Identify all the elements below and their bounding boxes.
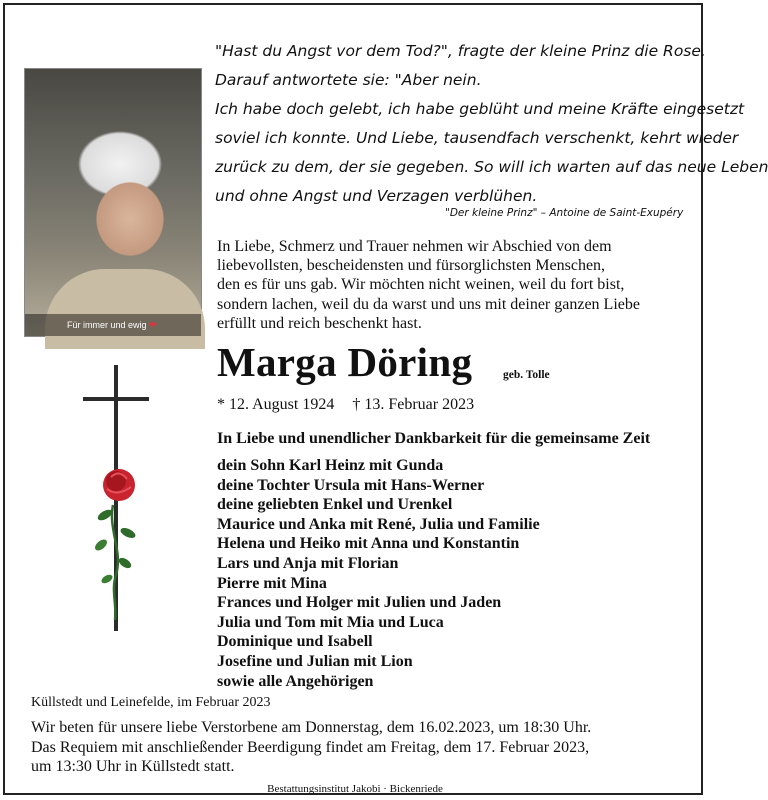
- quote-line: "Hast du Angst vor dem Tod?", fragte der kleine Prinz die Rose.: [215, 42, 706, 60]
- deceased-name: Marga Döring: [217, 339, 473, 385]
- quote-line: und ohne Angst und Verzagen verblühen.: [215, 187, 538, 205]
- maiden-name: geb. Tolle: [503, 369, 550, 381]
- rose-leaf: [93, 537, 109, 552]
- quote-block: [215, 37, 768, 211]
- mourner-line: Josefine und Julian mit Lion: [217, 652, 413, 670]
- portrait-clothing: [45, 269, 205, 349]
- intro-line: sondern lachen, weil du da warst und uns mit deiner ganzen Liebe: [217, 295, 640, 313]
- intro-line: In Liebe, Schmerz und Trauer nehmen wir Abschied von dem: [217, 238, 612, 255]
- obituary-notice: [3, 3, 768, 795]
- mourner-line: Lars und Anja mit Florian: [217, 554, 399, 572]
- mourner-line: Maurice und Anka mit René, Julia und Familie: [217, 515, 540, 533]
- mourner-line: Julia und Tom mit Mia und Luca: [217, 613, 444, 631]
- mourner-line: sowie alle Angehörigen: [217, 672, 374, 690]
- funeral-home-credit: Bestattungsinstitut Jakobi · Bickenriede: [267, 783, 443, 795]
- mourner-line: Frances und Holger mit Julien und Jaden: [217, 594, 502, 612]
- intro-line: erfüllt und reich beschenkt hast.: [217, 314, 422, 332]
- mourner-line: Pierre mit Mina: [217, 574, 327, 592]
- cross-with-rose-icon: [83, 365, 151, 631]
- thanks-line: In Liebe und unendlicher Dankbarkeit für die gemeinsame Zeit: [217, 430, 651, 447]
- quote-line: soviel ich konnte. Und Liebe, tausendfach verschenkt, kehrt wieder: [215, 129, 739, 147]
- quote-line: Darauf antwortete sie: "Aber nein.: [215, 71, 482, 89]
- death-date: † 13. Februar 2023: [352, 396, 475, 413]
- service-line: Das Requiem mit anschließender Beerdigung findet am Freitag, dem 17. Februar 2023,: [31, 738, 590, 756]
- cross-beam-horizontal: [83, 397, 149, 401]
- life-dates: [217, 396, 474, 414]
- mourner-line: Helena und Heiko mit Anna und Konstantin: [217, 535, 520, 553]
- intro-line: liebevollsten, bescheidensten und fürsorglichsten Menschen,: [217, 257, 606, 275]
- intro-line: den es für uns gab. Wir möchten nicht weinen, weil du fort bist,: [217, 276, 625, 294]
- intro-text: [217, 237, 697, 333]
- birth-date: * 12. August 1924: [217, 396, 335, 413]
- photo-caption-text: Für immer und ewig: [67, 320, 147, 330]
- rose-leaf: [117, 556, 133, 571]
- rose-leaf: [100, 573, 114, 585]
- mourner-line: dein Sohn Karl Heinz mit Gunda: [217, 457, 444, 474]
- mourner-line: Dominique und Isabell: [217, 633, 373, 651]
- quote-source: "Der kleine Prinz" – Antoine de Saint-Exupéry: [445, 207, 684, 219]
- service-line: um 13:30 Uhr in Küllstedt statt.: [31, 758, 235, 775]
- mourners-list: [217, 456, 540, 691]
- portrait-photo: [24, 68, 202, 337]
- rose-leaf: [119, 526, 137, 540]
- mourner-line: deine Tochter Ursula mit Hans-Werner: [217, 476, 485, 494]
- service-info: [31, 718, 591, 777]
- quote-line: zurück zu dem, der sie gegeben. So will ich warten auf das neue Leben: [215, 158, 768, 176]
- service-line: Wir beten für unsere liebe Verstorbene am Donnerstag, dem 16.02.2023, um 18:30 Uhr.: [31, 719, 592, 736]
- photo-caption: [25, 314, 201, 336]
- place-and-date: Küllstedt und Leinefelde, im Februar 2023: [31, 695, 271, 710]
- heart-icon: ❤: [149, 320, 157, 330]
- mourner-line: deine geliebten Enkel und Urenkel: [217, 496, 453, 514]
- quote-line: Ich habe doch gelebt, ich habe geblüht und meine Kräfte eingesetzt: [215, 100, 745, 118]
